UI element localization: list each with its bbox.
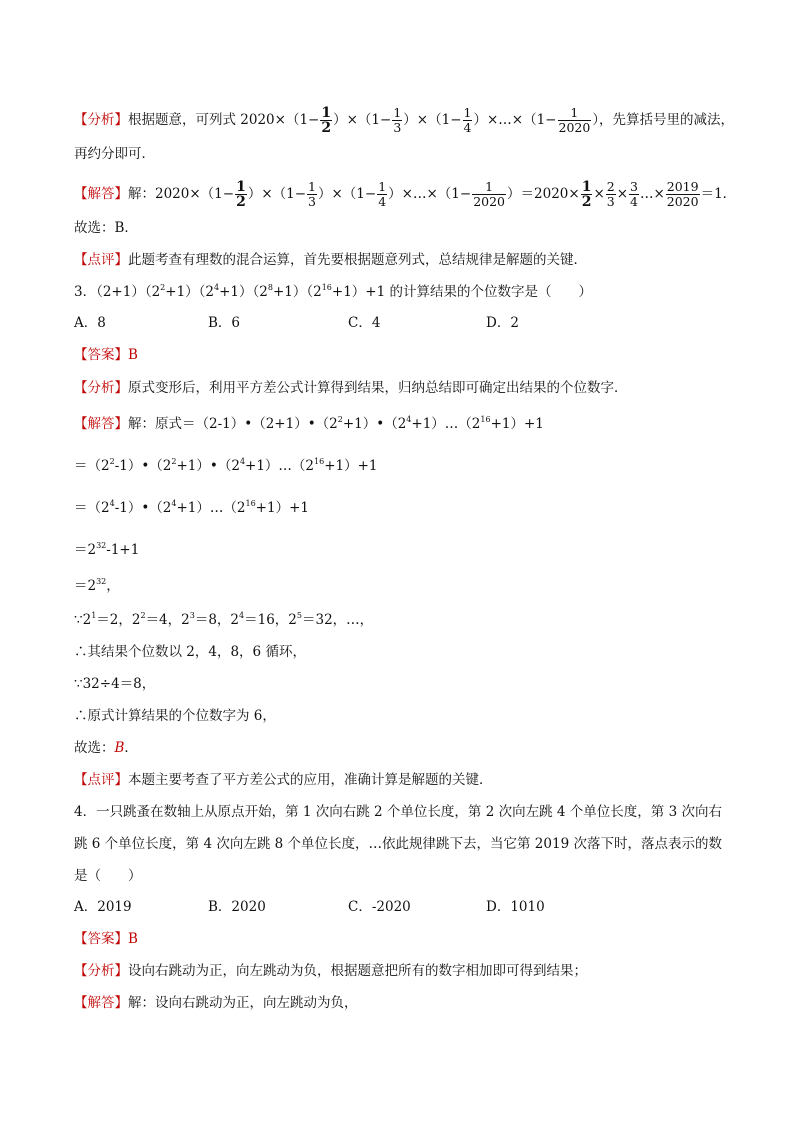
q3-solution-line8: ∵32÷4＝8，	[74, 676, 156, 692]
fraction-1-2: $\frac{1}{2}$	[321, 105, 332, 136]
q3-answer: 【答案】B	[74, 347, 138, 363]
fraction-1-3: $\frac{1}{3}$	[308, 179, 316, 209]
q3-solution-line5: $=2^{32}$，	[74, 577, 120, 594]
q3-solution-line3: $=(2^4-1)•(2^4+1)\dots(2^{16}+1)+1$	[74, 499, 309, 516]
q4-stem-line3: 是（ ）	[74, 868, 142, 884]
q3-solution-line9: ∴原式计算结果的个位数字为 6，	[74, 708, 276, 724]
q3-option-d: D．2	[486, 315, 519, 331]
q4-stem-line2: 跳 6 个单位长度，第 4 次向左跳 8 个单位长度，…依此规律跳下去，当它第 2019 次落下时，落点表示的数	[74, 836, 722, 852]
fraction-1-3: $\frac{1}{3}$	[393, 105, 402, 135]
q3-option-b: B．6	[208, 315, 241, 331]
fraction-1-2: $\frac{1}{2}$	[236, 179, 246, 210]
q3-solution-line1: 【解答】解：原式$=(2-1)•(2+1)•(2^2+1)•(2^4+1)\dots(2^{16}+1)+1$	[74, 415, 544, 432]
q4-stem-line1: 4．一只跳蚤在数轴上从原点开始，第 1 次向右跳 2 个单位长度，第 2 次向左跳 4 个单位长度，第 3 次向右	[74, 804, 722, 820]
q3-comment: 【点评】本题主要考查了平方差公式的应用，准确计算是解题的关键．	[74, 772, 493, 788]
q2-analysis-line1: 【分析】根据题意，可列式 2020×（1− $\frac{1}{2}$ ）×（1− $\frac{1}{3}$ ）×（1− $\frac{1}{4}$ ）×…×（1− $\frac{1}{2020}$ ），先算括号里的减法，	[74, 105, 735, 136]
fraction-1-2: $\frac{1}{2}$	[581, 179, 592, 210]
q3-analysis: 【分析】原式变形后，利用平方差公式计算得到结果，归纳总结即可确定出结果的个位数字．	[74, 380, 628, 396]
q3-solution-line4: $=2^{32}-1+1$	[74, 541, 140, 558]
q3-solution-line7: ∴其结果个位数以 2，4，8，6 循环，	[74, 644, 306, 660]
q4-solution: 【解答】解：设向右跳动为正，向左跳动为负，	[74, 995, 358, 1011]
q3-option-c: C．4	[348, 315, 381, 331]
q4-analysis: 【分析】设向右跳动为正，向左跳动为负，根据题意把所有的数字相加即可得到结果；	[74, 963, 587, 979]
q3-solution-line2: $=(2^2-1)•(2^2+1)•(2^4+1)\dots(2^{16}+1)+1$	[74, 457, 378, 474]
fraction-2019-2020: $\frac{2019}{2020}$	[666, 179, 699, 209]
q2-choose: 故选：B．	[74, 220, 138, 236]
fraction-2-3: $\frac{2}{3}$	[606, 179, 615, 209]
q4-option-a: A．2019	[74, 899, 132, 915]
fraction-1-2020: $\frac{1}{2020}$	[473, 179, 506, 209]
q3-option-a: A．8	[74, 315, 106, 331]
q3-stem: 3．$(2+1)(2^2+1)(2^4+1)(2^8+1)(2^{16}+1)+1$ 的计算结果的个位数字是（ ）	[74, 283, 592, 300]
fraction-3-4: $\frac{3}{4}$	[630, 179, 638, 209]
fraction-1-4: $\frac{1}{4}$	[463, 105, 472, 135]
q4-answer: 【答案】B	[74, 931, 138, 947]
q2-comment: 【点评】此题考查有理数的混合运算，首先要根据题意列式，总结规律是解题的关键．	[74, 252, 587, 268]
q4-option-b: B．2020	[208, 899, 266, 915]
q2-analysis-line2: 再约分即可．	[74, 146, 155, 162]
fraction-1-2020: $\frac{1}{2020}$	[558, 105, 591, 135]
q4-option-d: D．1010	[486, 899, 545, 915]
q3-choose: 故选：B．	[74, 740, 138, 756]
tag-analysis: 【分析】	[74, 112, 128, 128]
q2-solution-line: 【解答】解：2020×（1− $\frac{1}{2}$ ）×（1− $\frac{1}{3}$ ）×（1− $\frac{1}{4}$ ）×…×（1− $\frac{1}{2020}$ ）＝2020× $\frac{1}{2}$ × $\frac{2}{3}$ × $\frac{3}{4}$ …× $\frac{2019}{2020}$ ＝1．	[74, 179, 737, 210]
fraction-1-4: $\frac{1}{4}$	[378, 179, 387, 209]
tag-solution: 【解答】	[74, 186, 128, 202]
q3-solution-line6: $\because 2^1=2$，$2^2=4$，$2^3=8$，$2^4=16$，$2^5=32$，…，	[74, 611, 374, 628]
q4-option-c: C．-2020	[348, 899, 411, 915]
